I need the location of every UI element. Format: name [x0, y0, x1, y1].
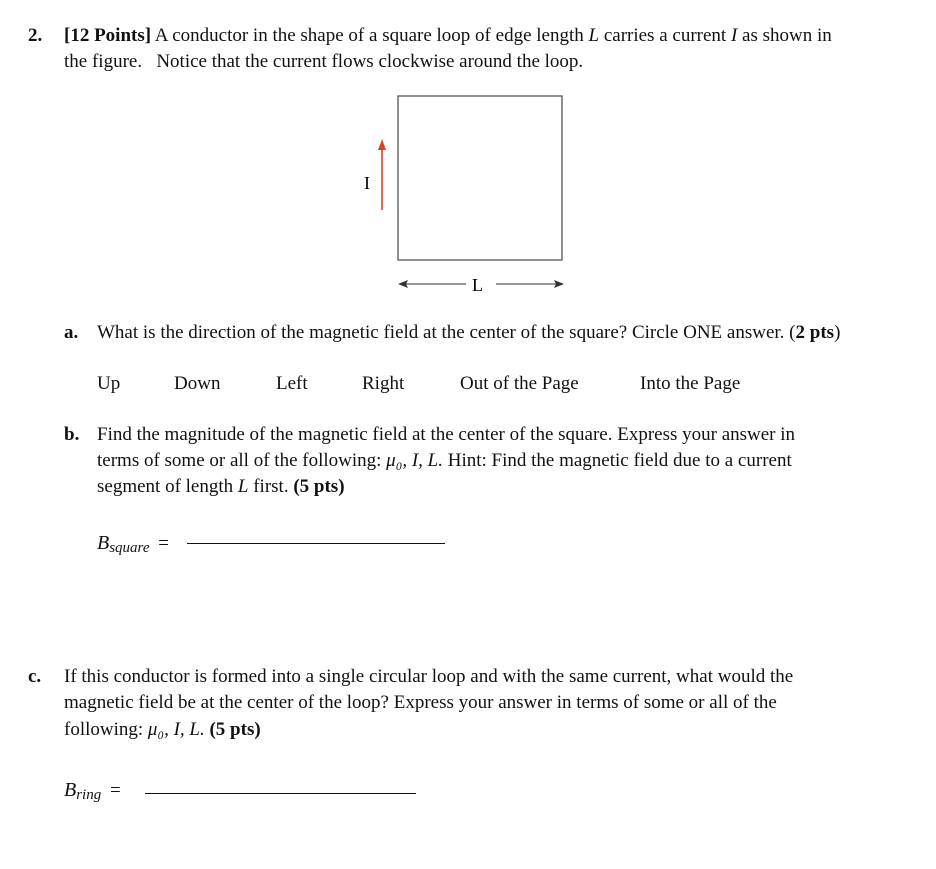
current-arrow-head	[378, 139, 386, 150]
square-loop-figure	[0, 0, 936, 310]
part-b-line1: Find the magnitude of the magnetic field at the center of the square. Express your answer in	[97, 424, 796, 445]
statement-text-a: A conductor in the shape of a square loop of edge length	[154, 25, 584, 46]
symbol-L: L	[588, 25, 600, 46]
part-a-label: a.	[64, 322, 79, 343]
current-label: I	[364, 173, 370, 193]
b-ring-var: B	[64, 779, 77, 801]
part-a-question	[97, 320, 840, 346]
b-square-answer-blank[interactable]	[187, 543, 445, 544]
problem-number: 2.	[28, 25, 43, 46]
part-b-label: b.	[64, 424, 80, 445]
answer-option-right[interactable]: Right	[362, 373, 405, 394]
b-ring-subscript: ring	[76, 787, 102, 803]
length-label: L	[472, 275, 483, 295]
part-b-line3-pre: segment of length	[97, 476, 234, 497]
part-c-variables: μ₀, I, L.	[147, 719, 205, 740]
part-b-line3-post: first.	[253, 476, 289, 497]
symbol-I: I	[730, 25, 738, 46]
square-loop	[398, 96, 562, 260]
part-b-line2-pre: terms of some or all of the following:	[97, 450, 382, 471]
part-c-line1: If this conductor is formed into a single circular loop and with the same current, what would the	[64, 666, 794, 687]
part-c-line3	[64, 717, 261, 743]
statement-text-b: carries a current	[603, 25, 727, 46]
b-square-equals: =	[158, 533, 169, 554]
answer-option-into-page[interactable]: Into the Page	[640, 373, 741, 394]
part-c-label: c.	[28, 666, 42, 687]
answer-option-down[interactable]: Down	[174, 373, 221, 394]
answer-option-up[interactable]: Up	[97, 373, 121, 394]
part-b-variables: μ₀, I, L.	[386, 450, 443, 471]
b-square-subscript: square	[109, 540, 150, 556]
statement-text-c: as shown in	[742, 25, 832, 46]
b-ring-equals: =	[109, 780, 121, 801]
problem-statement-line2: the figure. Notice that the current flows clockwise around the loop.	[64, 51, 584, 72]
part-a-close: )	[834, 322, 841, 343]
answer-option-out-of-page[interactable]: Out of the Page	[460, 373, 579, 394]
part-c-line3-pre: following:	[64, 719, 144, 740]
b-ring-answer	[64, 777, 121, 805]
part-b-symbol-L: L	[237, 476, 249, 497]
problem-points: [12 Points]	[64, 25, 152, 46]
part-b-points: (5 pts)	[293, 476, 345, 497]
part-a-points: 2 pts	[795, 322, 835, 343]
part-b-line2-post: Hint: Find the magnetic field due to a current	[447, 450, 792, 471]
part-b-line2	[97, 448, 792, 474]
answer-option-left[interactable]: Left	[276, 373, 308, 394]
part-b-line3	[97, 474, 345, 500]
part-c-line2: magnetic field be at the center of the loop? Express your answer in terms of some or all of the	[64, 692, 777, 713]
part-a-question-text: What is the direction of the magnetic field at the center of the square? Circle ONE answer. (	[97, 322, 796, 343]
b-ring-answer-blank[interactable]	[145, 793, 416, 794]
b-square-var: B	[97, 532, 110, 554]
b-square-answer	[97, 530, 169, 558]
part-c-points: (5 pts)	[209, 719, 261, 740]
